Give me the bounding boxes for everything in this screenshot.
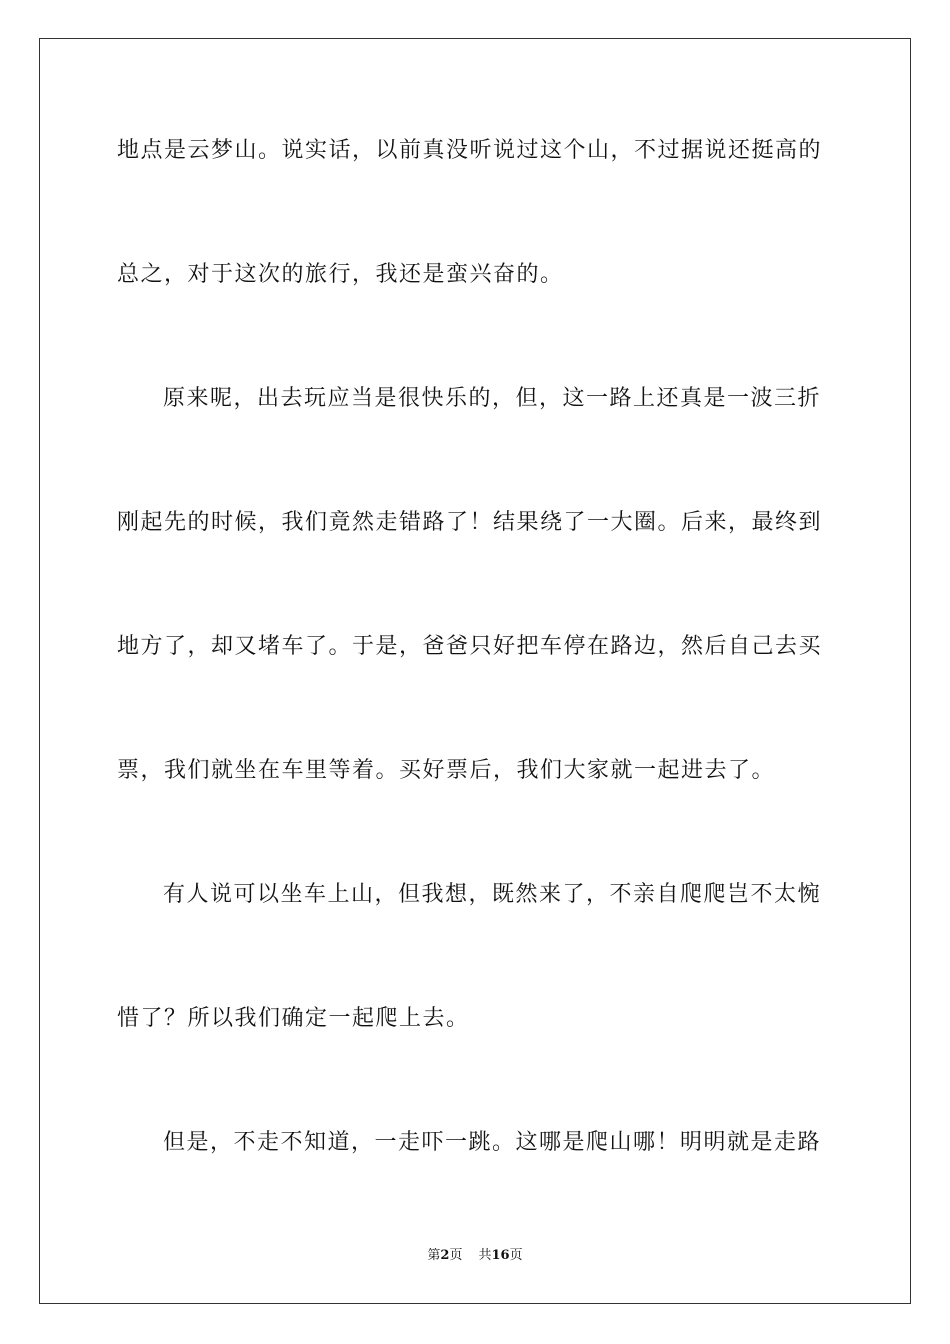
text-line-4: 刚起先的时候，我们竟然走错路了！结果绕了一大圈。后来，最终到 [117,510,823,535]
page-suffix: 页 [449,1248,463,1263]
text-line-2: 总之，对于这次的旅行，我还是蛮兴奋的。 [117,262,564,287]
text-line-9: 但是，不走不知道，一走吓一跳。这哪是爬山哪！明明就是走路 [163,1130,822,1155]
total-suffix: 页 [509,1248,523,1263]
page-number: 2 [440,1248,450,1263]
text-line-5: 地方了，却又堵车了。于是，爸爸只好把车停在路边，然后自己去买 [117,634,823,659]
page-prefix: 第 [427,1248,441,1263]
total-prefix: 共 [478,1248,492,1263]
text-line-6: 票，我们就坐在车里等着。买好票后，我们大家就一起进去了。 [117,758,776,783]
text-line-8: 惜了？所以我们确定一起爬上去。 [117,1006,470,1031]
text-line-3: 原来呢，出去玩应当是很快乐的，但，这一路上还真是一波三折 [163,386,822,411]
page-footer [0,1247,950,1265]
text-line-7: 有人说可以坐车上山，但我想，既然来了，不亲自爬爬岂不太惋 [163,882,822,907]
page-frame [39,38,911,1304]
text-line-1: 地点是云梦山。说实话，以前真没听说过这个山，不过据说还挺高的 [117,138,823,163]
total-pages: 16 [491,1248,510,1263]
